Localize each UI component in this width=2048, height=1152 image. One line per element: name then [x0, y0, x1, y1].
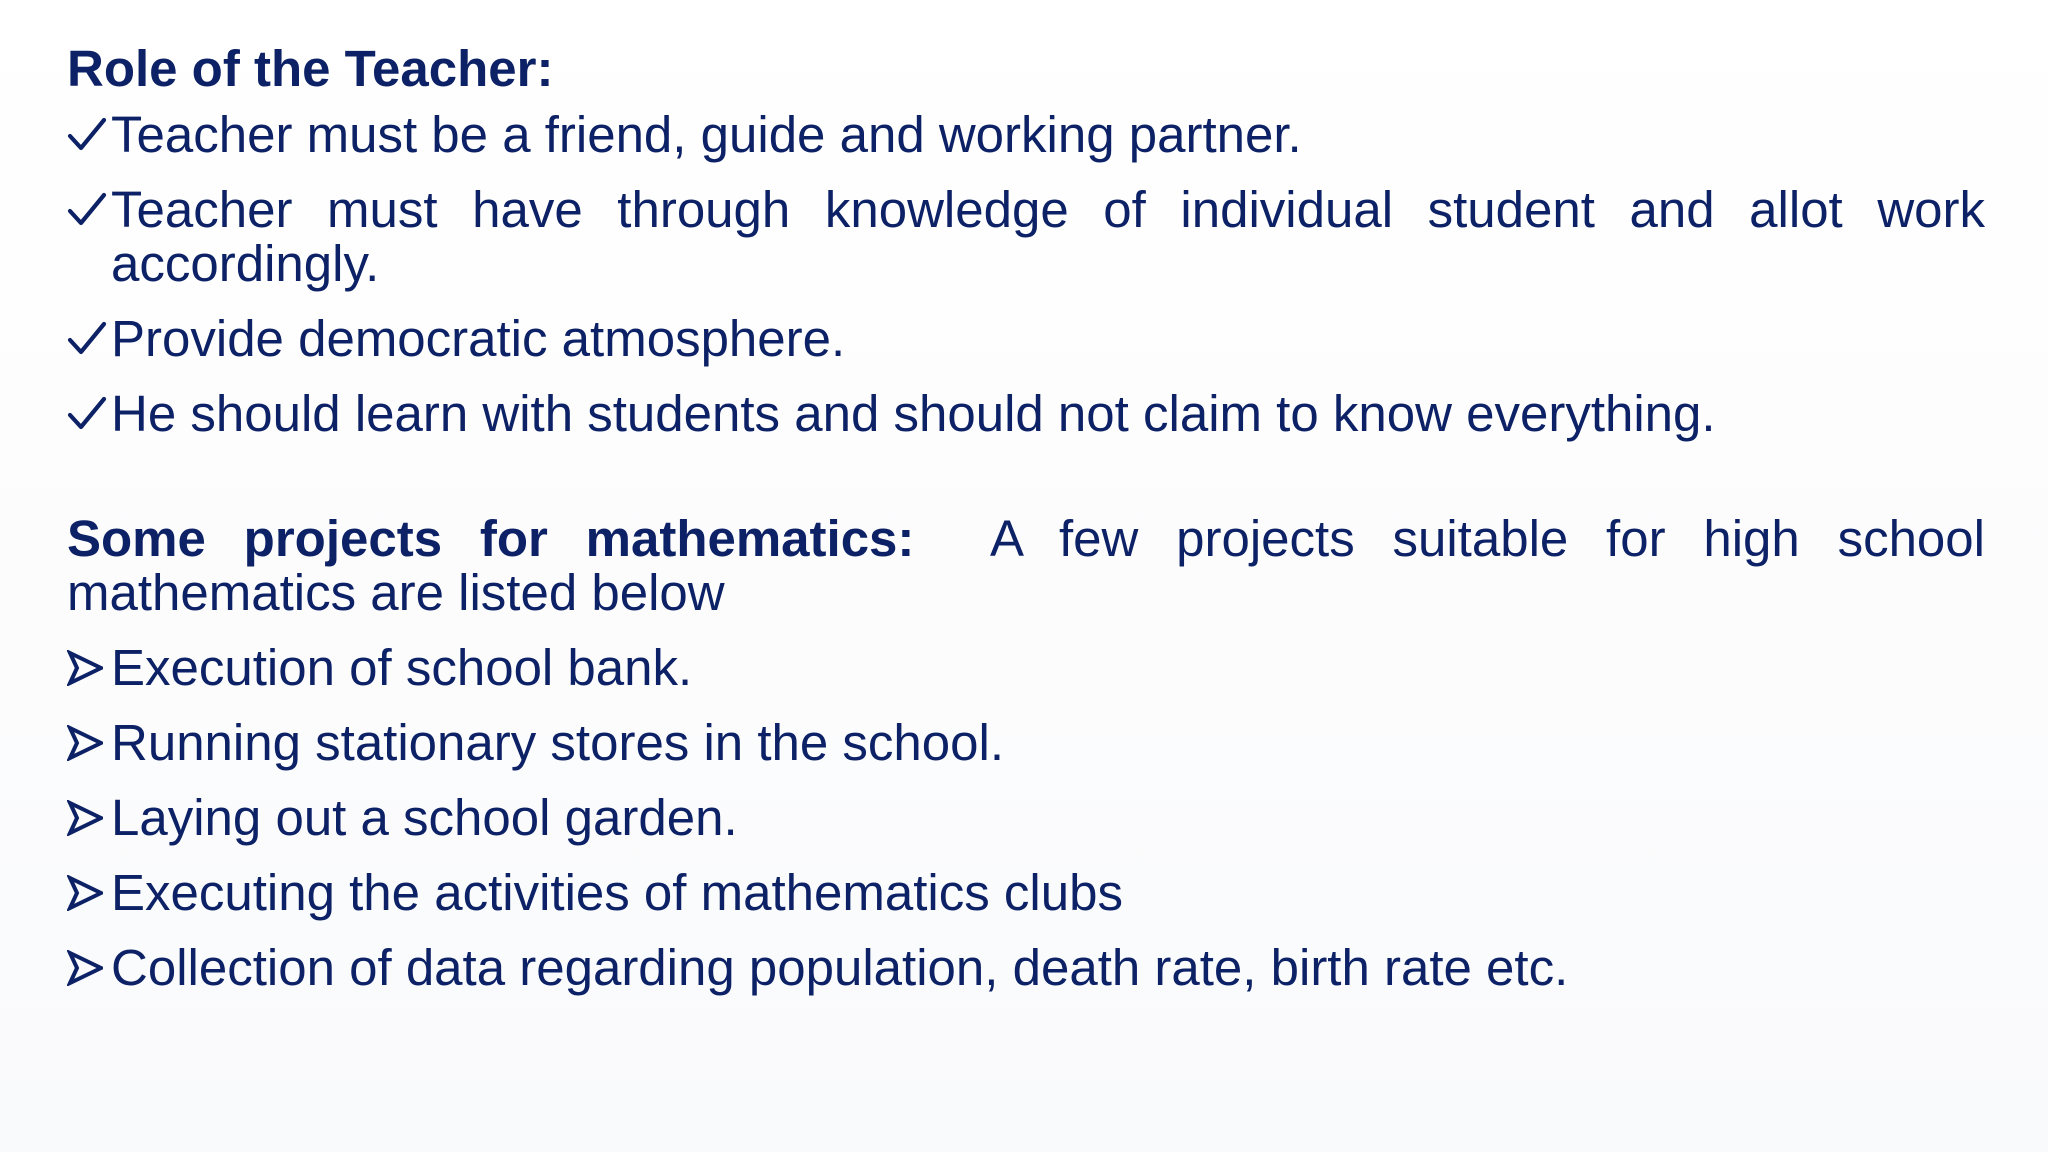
role-item-1 — [67, 108, 1985, 162]
arrowhead-icon — [67, 791, 111, 836]
project-item-text: Laying out a school garden. — [111, 789, 738, 846]
project-item-text: Running stationary stores in the school. — [111, 714, 1004, 771]
project-item-3 — [67, 791, 1985, 845]
role-item-text: Teacher must be a friend, guide and working partner. — [111, 106, 1302, 163]
arrowhead-icon — [67, 641, 111, 686]
role-item-text: Provide democratic atmosphere. — [111, 310, 846, 367]
projects-heading: Some projects for mathematics: — [67, 510, 915, 567]
project-item-text: Execution of school bank. — [111, 639, 693, 696]
project-item-5 — [67, 941, 1985, 995]
slide-content — [67, 36, 1985, 995]
project-item-text: Executing the activities of mathematics clubs — [111, 864, 1123, 921]
role-heading: Role of the Teacher: — [67, 40, 554, 97]
arrowhead-icon — [67, 716, 111, 761]
role-item-3 — [67, 312, 1985, 366]
role-item-4 — [67, 387, 1985, 441]
checkmark-icon — [67, 387, 111, 432]
role-item-text: Teacher must have through knowledge of individual student and allot work accordingly. — [111, 181, 1985, 292]
arrowhead-icon — [67, 866, 111, 911]
project-item-2 — [67, 716, 1985, 770]
checkmark-icon — [67, 312, 111, 357]
project-item-1 — [67, 641, 1985, 695]
role-item-text: He should learn with students and should not claim to know everything. — [111, 385, 1716, 442]
projects-intro: A few projects suitable for high school mathematics are listed below — [67, 510, 1985, 621]
projects-intro-paragraph — [67, 512, 1985, 620]
checkmark-icon — [67, 108, 111, 153]
project-item-text: Collection of data regarding population, death rate, birth rate etc. — [111, 939, 1569, 996]
role-item-2 — [67, 183, 1985, 291]
checkmark-icon — [67, 183, 111, 228]
arrowhead-icon — [67, 941, 111, 986]
project-item-4 — [67, 866, 1985, 920]
